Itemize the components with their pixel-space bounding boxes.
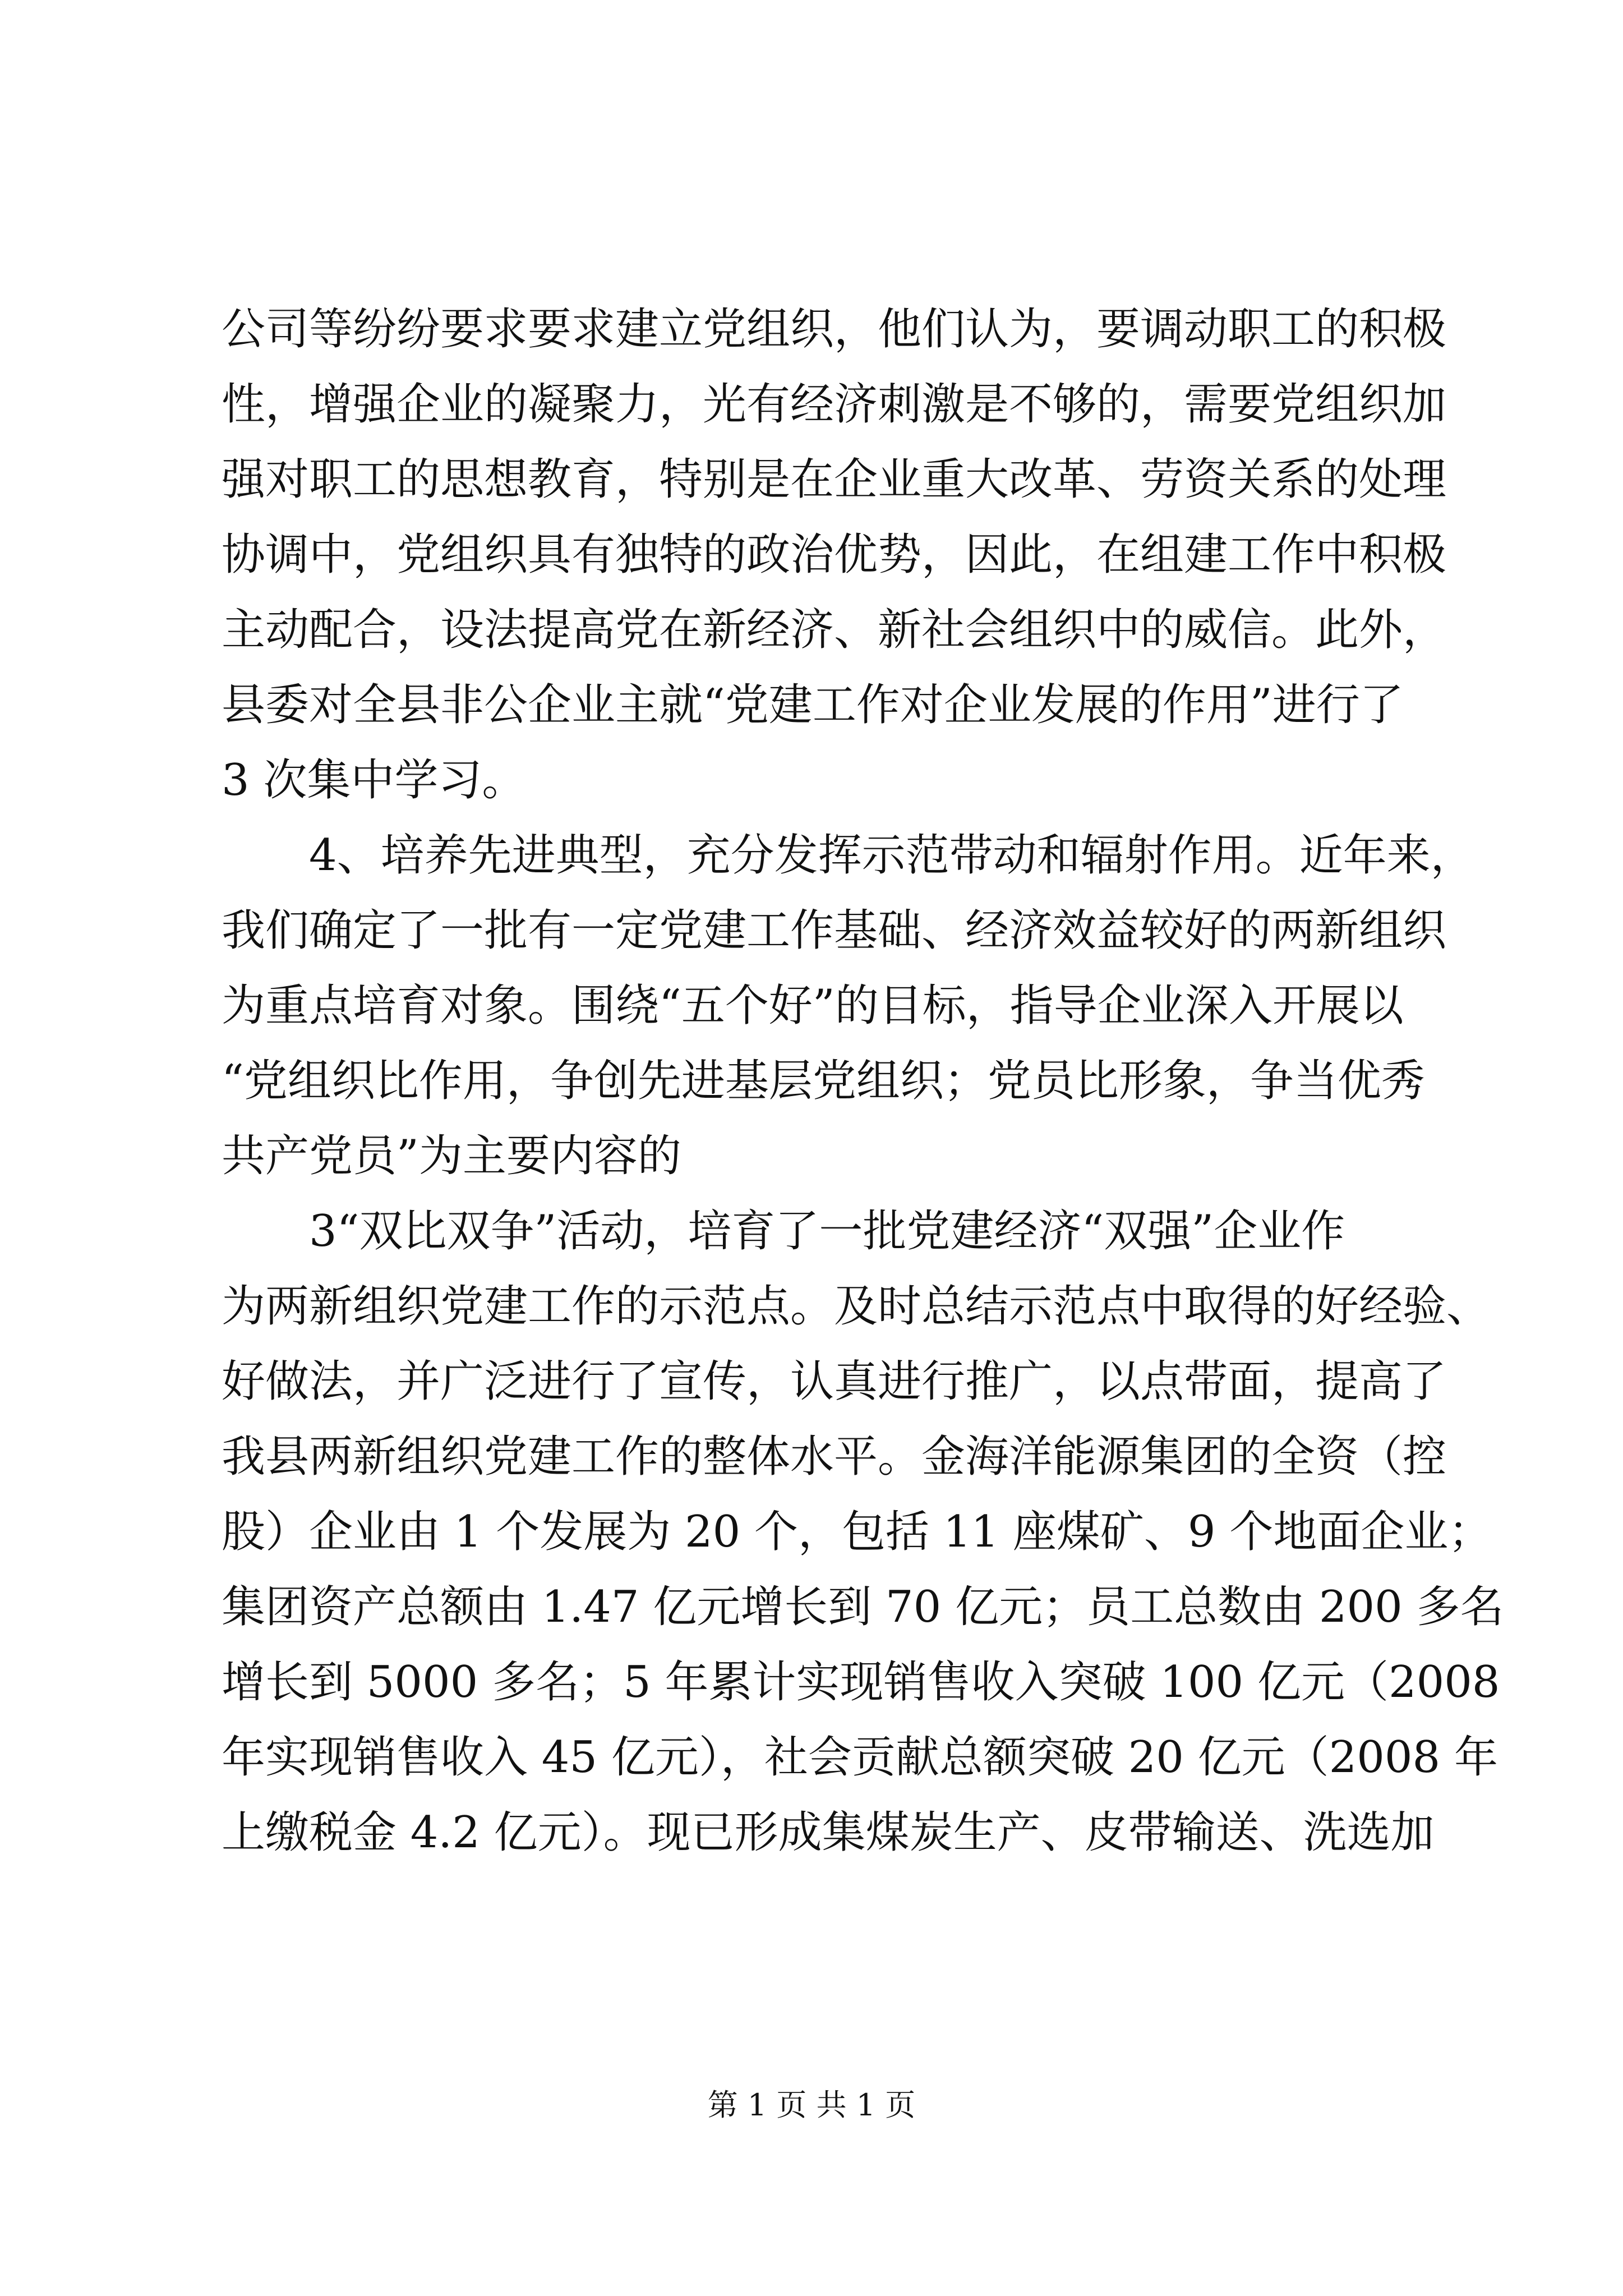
text-line: 强对职工的思想教育，特别是在企业重大改革、劳资关系的处理 xyxy=(222,454,1447,505)
text-line: 我们确定了一批有一定党建工作基础、经济效益较好的两新组织 xyxy=(222,905,1447,956)
text-line: 3 次集中学习。 xyxy=(222,755,526,806)
text-line: 为两新组织党建工作的示范点。及时总结示范点中取得的好经验、 xyxy=(222,1281,1491,1332)
text-line: “党组织比作用，争创先进基层党组织；党员比形象，争当优秀 xyxy=(222,1056,1425,1106)
text-line: 公司等纷纷要求要求建立党组织，他们认为，要调动职工的积极 xyxy=(222,304,1447,355)
text-line: 上缴税金 4.2 亿元）。现已形成集煤炭生产、皮带输送、洗选加 xyxy=(222,1807,1435,1858)
body-text xyxy=(222,292,1504,1870)
text-line: 共产党员”为主要内容的 xyxy=(222,1131,681,1181)
text-line: 股）企业由 1 个发展为 20 个，包括 11 座煤矿、9 个地面企业； xyxy=(222,1507,1492,1557)
page-footer: 第 1 页 共 1 页 xyxy=(707,2087,916,2123)
text-line: 协调中，党组织具有独特的政治优势，因此，在组建工作中积极 xyxy=(222,530,1447,580)
text-line: 主动配合，设法提高党在新经济、新社会组织中的威信。此外， xyxy=(222,605,1447,655)
text-line: 增长到 5000 多名；5 年累计实现销售收入突破 100 亿元（2008 xyxy=(222,1657,1500,1708)
text-line: 集团资产总额由 1.47 亿元增长到 70 亿元；员工总数由 200 多名 xyxy=(222,1582,1504,1632)
text-line: 好做法，并广泛进行了宣传，认真进行推广，以点带面，提高了 xyxy=(222,1356,1447,1407)
text-line: 年实现销售收入 45 亿元），社会贡献总额突破 20 亿元（2008 年 xyxy=(222,1732,1498,1783)
text-line: 县委对全县非公企业主就“党建工作对企业发展的作用”进行了 xyxy=(222,680,1404,730)
text-line: 性，增强企业的凝聚力，光有经济刺激是不够的，需要党组织加 xyxy=(222,379,1447,430)
text-line: 3“双比双争”活动，培育了一批党建经济“双强”企业作 xyxy=(309,1206,1345,1257)
text-line: 4、培养先进典型，充分发挥示范带动和辐射作用。近年来， xyxy=(309,830,1474,881)
text-line: 我县两新组织党建工作的整体水平。金海洋能源集团的全资（控 xyxy=(222,1432,1447,1482)
text-line: 为重点培育对象。围绕“五个好”的目标，指导企业深入开展以 xyxy=(222,981,1404,1031)
